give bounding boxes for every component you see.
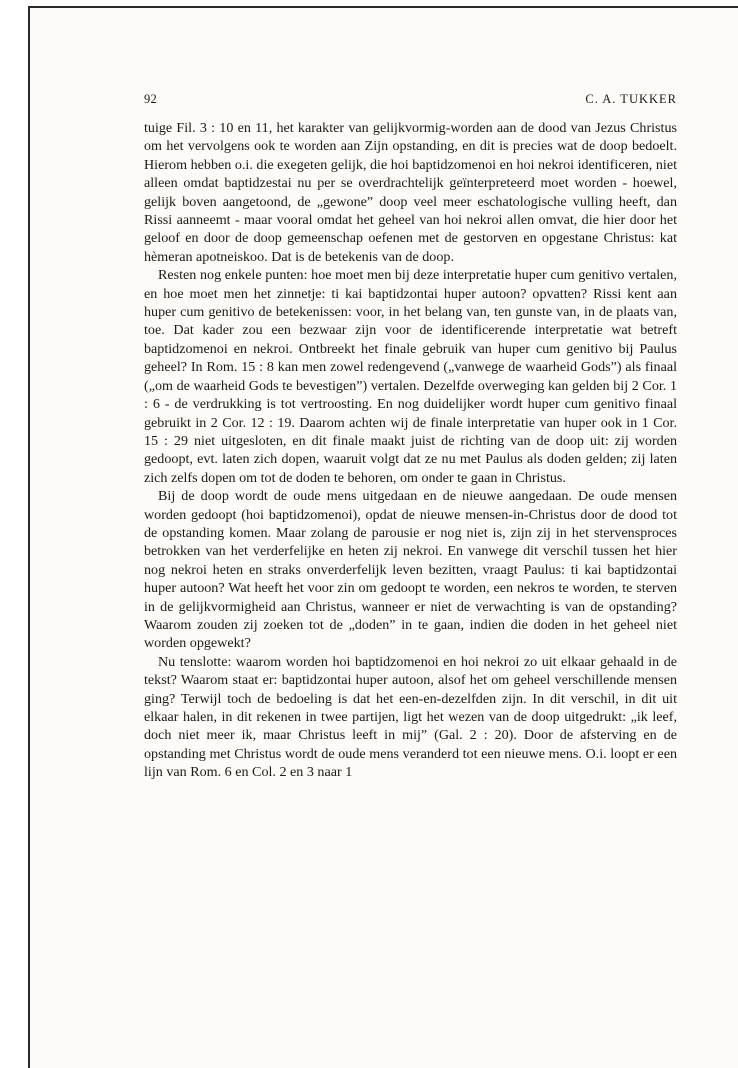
paragraph-2: Resten nog enkele punten: hoe moet men bij deze interpretatie huper cum genitivo vertalen, en hoe moet men het zinnetje: ti kai baptidzontai huper autoon? opvatten? Rissi kent aan huper cum genitivo de betekenissen: voor, in het belang van, ten gunste van, in de plaats van, toe. Dat kader zou een bezwaar zijn voor de identificerende interpretatie wat betreft baptidzomenoi en nekroi. Ontbreekt het finale gebruik van huper cum genitivo bij Paulus geheel? In Rom. 15 : 8 kan men zowel redengevend („vanwege de waarheid Gods”) als finaal („om de waarheid Gods te bevestigen”) vertalen. Dezelfde overweging kan gelden bij 2 Cor. 1 : 6 - de verdrukking is tot vertroosting. En nog duidelijker wordt huper cum genitivo finaal gebruikt in 2 Cor. 12 : 19. Daarom achten wij de finale interpretatie van huper ook in 1 Cor. 15 : 29 niet uitgesloten, en dit finale maakt juist de richting van de doop uit: zij worden gedoopt, evt. laten zich dopen, waaruit volgt dat ze nu met Paulus als doden gelden; zij laten zich zelfs dopen om tot de doden te behoren, om onder te gaan in Christus. [144,267,677,486]
page-number: 92 [144,92,158,106]
paragraph-1: tuige Fil. 3 : 10 en 11, het karakter van gelijkvormig-worden aan de dood van Jezus Christus om het vervolgens ook te worden aan Zijn opstanding, en dit is precies wat de doop bedoelt. Hierom hebben o.i. die exegeten gelijk, die hoi baptidzomenoi en hoi nekroi identificeren, niet alleen omdat baptidzestai nu per se overdrachtelijk geïnterpreteerd moet worden - hoewel, gelijk boven aangetoond, de „gewone” doop veel meer eschatologische vulling heeft, dan Rissi aanneemt - maar vooral omdat het geheel van hoi nekroi allen omvat, die hier door het geloof en door de doop gemeenschap oefenen met de gestorven en opgestane Christus: kat hèmeran apotneiskoo. Dat is de betekenis van de doop. [144,120,677,265]
body-text [144,119,677,782]
paragraph-3: Bij de doop wordt de oude mens uitgedaan en de nieuwe aangedaan. De oude mensen worden gedoopt (hoi baptidzomenoi), opdat de nieuwe mensen-in-Christus door de dood tot de opstanding komen. Maar zolang de parousie er nog niet is, zijn zij in het stervensproces betrokken van het verderfelijke en heten zij nekroi. En vanwege dit verschil tussen het hier nog nekroi heten en straks onverderfelijk leven bezitten, vraagt Paulus: ti kai baptidzontai huper autoon? Wat heeft het voor zin om gedoopt te worden, een nekros te worden, te sterven in de gelijkvormigheid aan Christus, wanneer er niet de verwachting is van de opstanding? Waarom zouden zij zoeken tot de „doden” in te gaan, indien die doden in het geheel niet worden opgewekt? [144,488,677,652]
paragraph-4: Nu tenslotte: waarom worden hoi baptidzomenoi en hoi nekroi zo uit elkaar gehaald in de tekst? Waarom staat er: baptidzontai huper autoon, alsof het om geheel verschillende mensen ging? Terwijl toch de bedoeling is dat het een-en-dezelfden zijn. In dit verschil, in dit uit elkaar halen, in dit rekenen in twee partijen, ligt het wezen van de doop uitgedrukt: „ik leef, doch niet meer ik, maar Christus leeft in mij” (Gal. 2 : 20). Door de afsterving en de opstanding met Christus wordt de oude mens veranderd tot een nieuwe mens. O.i. loopt er een lijn van Rom. 6 en Col. 2 en 3 naar 1 [144,653,677,781]
running-head: C. A. TUKKER [585,92,677,106]
